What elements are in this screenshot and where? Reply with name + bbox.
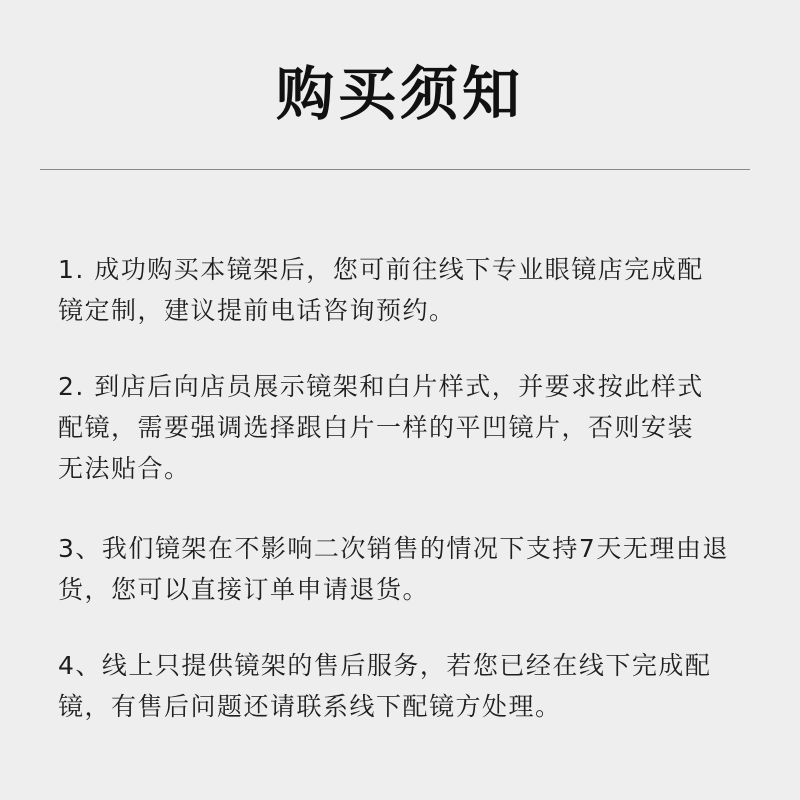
notice-item-4	[58, 645, 758, 727]
notice-line: 1. 成功购买本镜架后，您可前往线下专业眼镜店完成配	[58, 255, 704, 284]
title-divider	[40, 169, 750, 170]
notice-line: 3、我们镜架在不影响二次销售的情况下支持7天无理由退	[58, 534, 729, 563]
notice-item-1	[58, 249, 758, 331]
notice-line: 4、线上只提供镜架的售后服务，若您已经在线下完成配	[58, 651, 712, 680]
page-title: 购买须知	[275, 60, 524, 128]
notice-line: 货，您可以直接订单申请退货。	[58, 575, 430, 604]
notice-item-2	[58, 366, 758, 489]
notice-line: 2. 到店后向店员展示镜架和白片样式，并要求按此样式	[58, 372, 704, 401]
notice-line: 镜定制，建议提前电话咨询预约。	[58, 296, 456, 325]
notice-line: 配镜，需要强调选择跟白片一样的平凹镜片，否则安装	[58, 413, 695, 442]
notice-line: 镜，有售后问题还请联系线下配镜方处理。	[58, 692, 562, 721]
notice-item-3	[58, 528, 758, 610]
notice-line: 无法贴合。	[58, 454, 191, 483]
